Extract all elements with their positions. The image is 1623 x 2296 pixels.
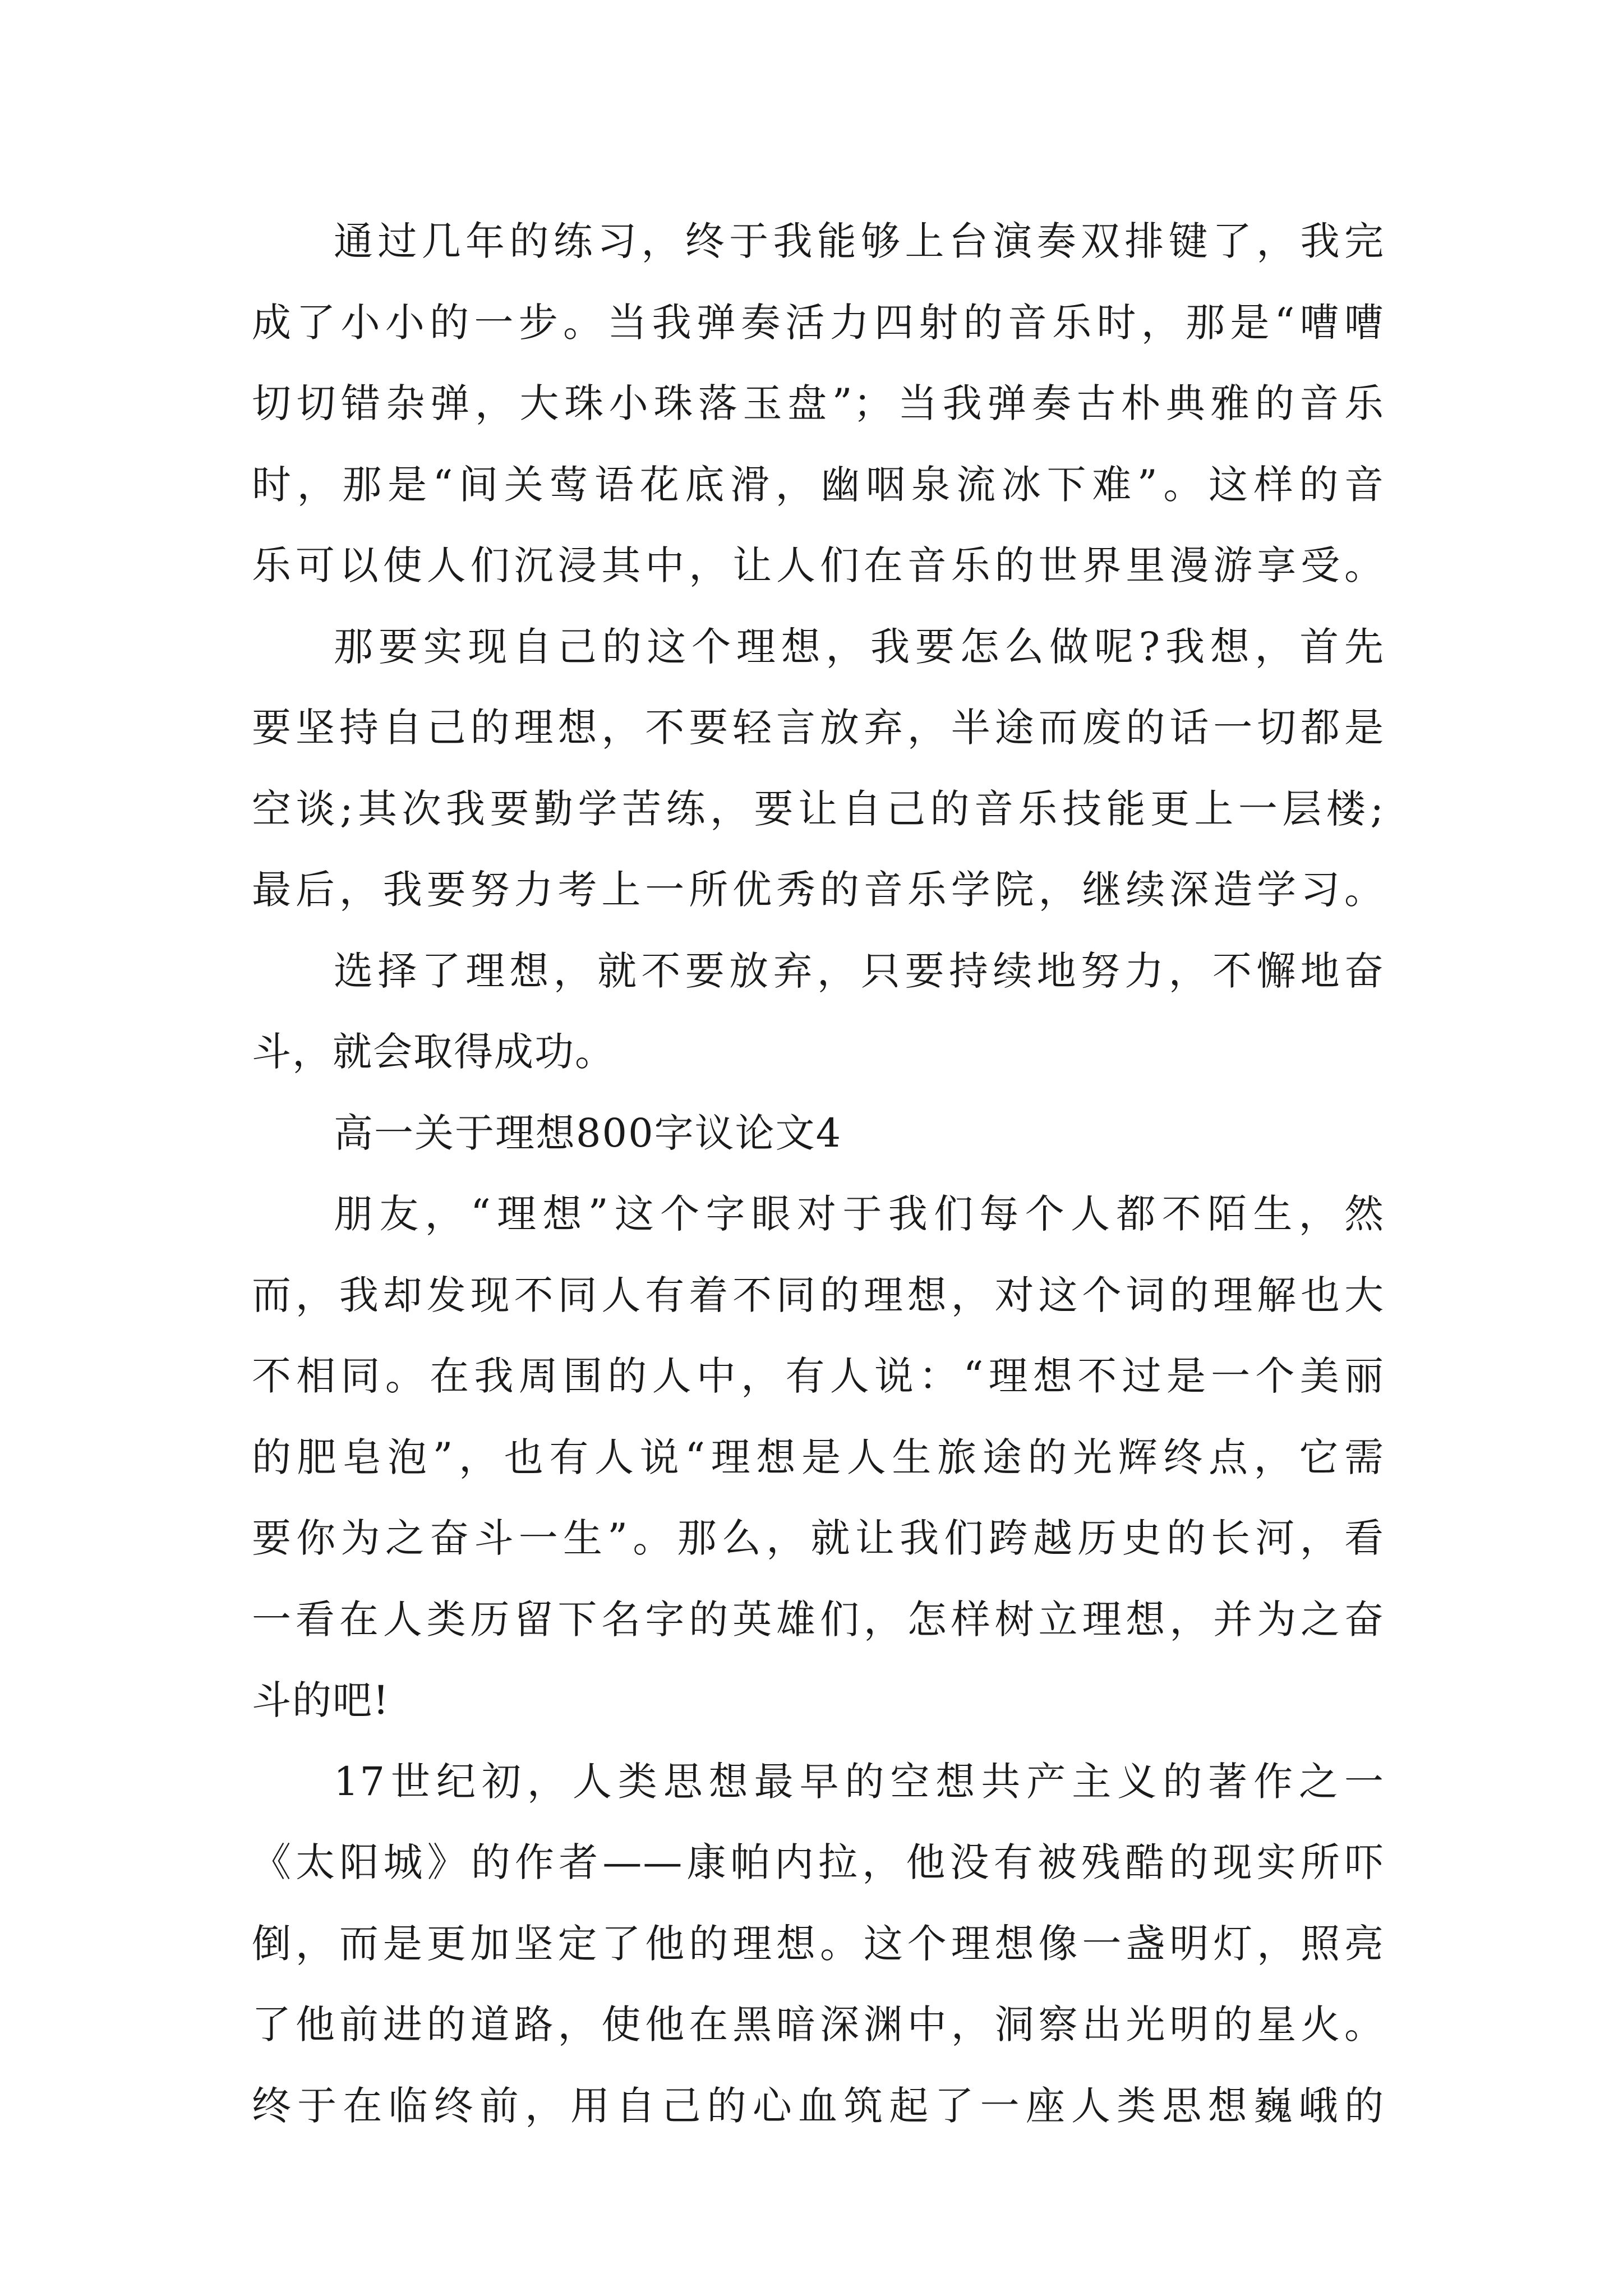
text-line: 最后，我要努力考上一所优秀的音乐学院，继续深造学习。 (252, 867, 1385, 913)
text-line: 选择了理想，就不要放弃，只要持续地努力，不懈地奋 (334, 947, 1385, 994)
text-line: 斗的吧! (252, 1677, 390, 1723)
text-line: 切切错杂弹，大珠小珠落玉盘”；当我弹奏古朴典雅的音乐 (252, 380, 1385, 426)
text-line: 17世纪初，人类思想最早的空想共产主义的著作之一 (334, 1758, 1385, 1805)
text-line: 《太阳城》的作者——康帕内拉，他没有被残酷的现实所吓 (252, 1839, 1385, 1885)
text-line: 空谈;其次我要勤学苦练，要让自己的音乐技能更上一层楼; (252, 785, 1385, 832)
text-line: 通过几年的练习，终于我能够上台演奏双排键了，我完 (334, 218, 1385, 264)
text-line: 斗，就会取得成功。 (252, 1029, 615, 1075)
text-line: 要坚持自己的理想，不要轻言放弃，半途而废的话一切都是 (252, 705, 1385, 751)
essay-body (252, 201, 1385, 2146)
text-line: 了他前进的道路，使他在黑暗深渊中，洞察出光明的星火。 (252, 2001, 1385, 2047)
text-line: 要你为之奋斗一生”。那么，就让我们跨越历史的长河，看 (252, 1515, 1385, 1561)
text-line: 朋友，“理想”这个字眼对于我们每个人都不陌生，然 (334, 1191, 1385, 1237)
text-line: 的肥皂泡”，也有人说“理想是人生旅途的光辉终点，它需 (252, 1434, 1385, 1480)
text-line: 成了小小的一步。当我弹奏活力四射的音乐时，那是“嘈嘈 (252, 299, 1385, 346)
text-line: 那要实现自己的这个理想，我要怎么做呢?我想，首先 (334, 623, 1385, 670)
text-line: 时，那是“间关莺语花底滑，幽咽泉流冰下难”。这样的音 (252, 461, 1385, 508)
text-line: 倒，而是更加坚定了他的理想。这个理想像一盏明灯，照亮 (252, 1920, 1385, 1967)
text-line: 不相同。在我周围的人中，有人说：“理想不过是一个美丽 (252, 1353, 1385, 1399)
text-line: 终于在临终前，用自己的心血筑起了一座人类思想巍峨的 (252, 2082, 1385, 2129)
text-line: 一看在人类历留下名字的英雄们，怎样树立理想，并为之奋 (252, 1596, 1385, 1642)
text-line: 乐可以使人们沉浸其中，让人们在音乐的世界里漫游享受。 (252, 542, 1385, 588)
essay-heading: 高一关于理想800字议论文4 (334, 1110, 842, 1156)
text-line: 而，我却发现不同人有着不同的理想，对这个词的理解也大 (252, 1272, 1385, 1318)
